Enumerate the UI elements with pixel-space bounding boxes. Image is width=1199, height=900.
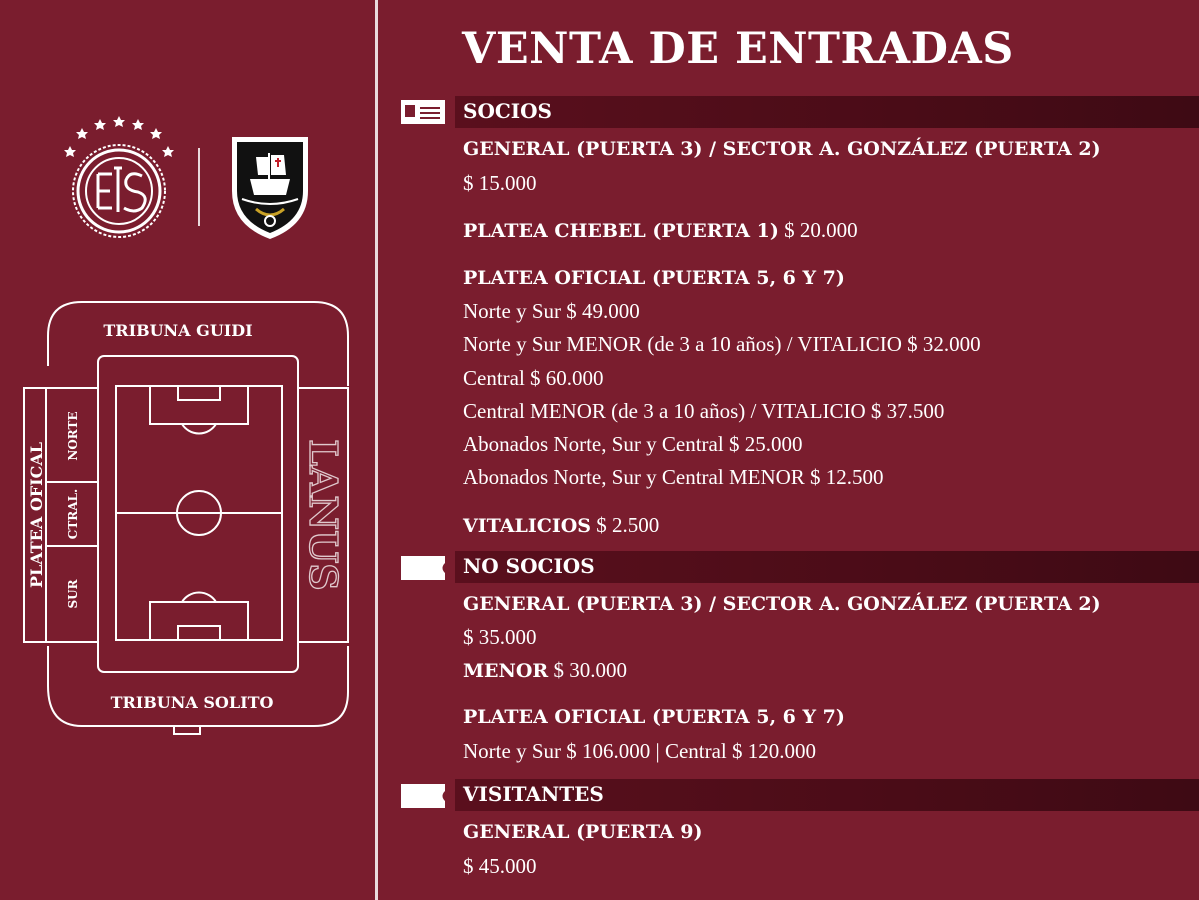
stadium-west-section-norte: NORTE	[66, 411, 80, 461]
left-panel	[0, 0, 375, 900]
south-stand-outline	[48, 646, 348, 726]
stadium-east-label: LANUS	[301, 439, 346, 591]
logo-separator	[198, 148, 200, 226]
socios-general-price: $ 15.000	[463, 171, 537, 195]
socios-oficial-line: Abonados Norte, Sur y Central MENOR $ 12.500	[463, 465, 884, 489]
socios-oficial-line: Central MENOR (de 3 a 10 años) / VITALICIO $ 37.500	[463, 399, 945, 423]
ticket-icon	[400, 783, 446, 809]
stadium-map	[18, 296, 358, 736]
socios-chebel-label: PLATEA CHEBEL (PUERTA 1)	[463, 220, 779, 242]
page-title: VENTA DE ENTRADAS	[462, 24, 1014, 74]
visitantes-header	[455, 779, 1199, 811]
no-socios-oficial-label: PLATEA OFICIAL (PUERTA 5, 6 Y 7)	[463, 706, 845, 728]
stadium-west-section-sur: SUR	[66, 579, 80, 609]
ticket-icon	[400, 555, 446, 581]
north-stand-outline	[48, 302, 348, 386]
socios-oficial-line: Norte y Sur MENOR (de 3 a 10 años) / VITALICIO $ 32.000	[463, 332, 981, 356]
member-card-icon	[400, 99, 446, 125]
visitantes-header-label: VISITANTES	[463, 782, 604, 806]
no-socios-general-label: GENERAL (PUERTA 3) / SECTOR A. GONZÁLEZ (PUERTA 2)	[463, 593, 1101, 615]
socios-chebel-price: $ 20.000	[784, 218, 858, 242]
vasco-crest-logo	[228, 133, 312, 241]
socios-header-label: SOCIOS	[463, 99, 553, 123]
socios-oficial-label: PLATEA OFICIAL (PUERTA 5, 6 Y 7)	[463, 267, 845, 289]
stadium-south-label: TRIBUNA SOLITO	[110, 693, 274, 712]
socios-oficial-line: Central $ 60.000	[463, 366, 604, 390]
no-socios-menor-label: MENOR	[463, 660, 549, 682]
stadium-west-label: PLATEA OFICAL	[27, 441, 46, 589]
no-socios-menor-row	[463, 658, 627, 683]
socios-chebel-row	[463, 218, 858, 243]
socios-general-label: GENERAL (PUERTA 3) / SECTOR A. GONZÁLEZ (PUERTA 2)	[463, 138, 1101, 160]
lanus-crest-logo	[58, 112, 180, 242]
stadium-west-section-central: CTRAL.	[66, 488, 80, 540]
no-socios-oficial-line: Norte y Sur $ 106.000 | Central $ 120.000	[463, 739, 817, 763]
socios-vitalicios-row	[463, 513, 659, 538]
visitantes-general-label: GENERAL (PUERTA 9)	[463, 821, 703, 843]
socios-oficial-line: Abonados Norte, Sur y Central $ 25.000	[463, 432, 803, 456]
no-socios-header	[455, 551, 1199, 583]
socios-oficial-line: Norte y Sur $ 49.000	[463, 299, 640, 323]
socios-vitalicios-label: VITALICIOS	[463, 515, 591, 537]
socios-vitalicios-price: $ 2.500	[596, 513, 660, 537]
prices-panel	[378, 0, 1199, 900]
stadium-north-label: TRIBUNA GUIDI	[103, 321, 253, 340]
socios-header	[455, 96, 1199, 128]
no-socios-menor-price: $ 30.000	[553, 658, 627, 682]
visitantes-general-price: $ 45.000	[463, 854, 537, 878]
no-socios-general-price: $ 35.000	[463, 625, 537, 649]
no-socios-header-label: NO SOCIOS	[463, 554, 595, 578]
